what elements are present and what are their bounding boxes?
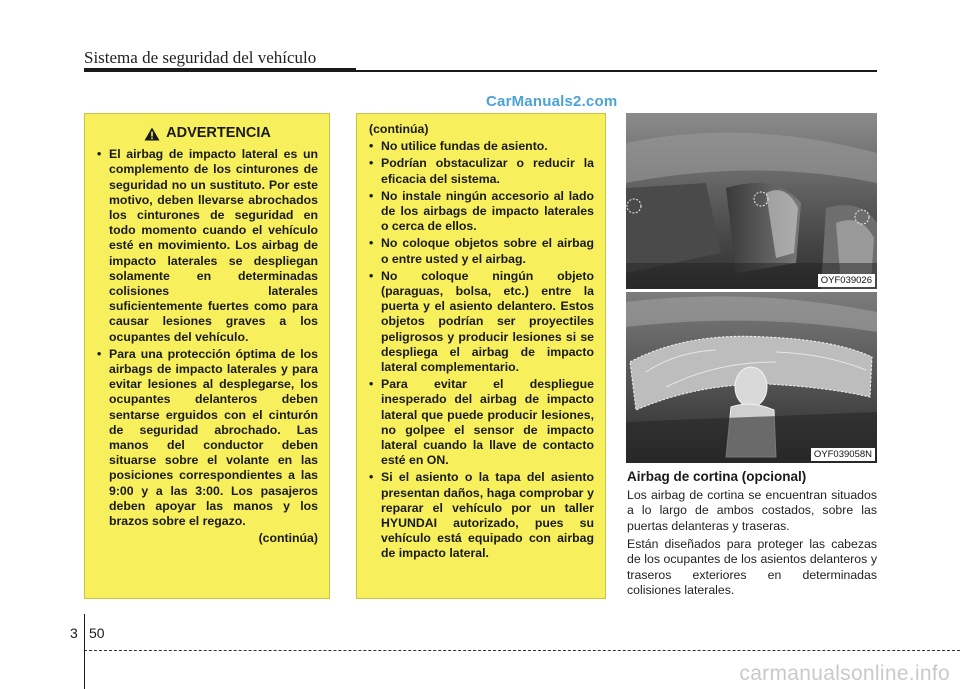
watermark-link[interactable]: CarManuals2.com: [486, 93, 618, 110]
warning-item: • Podrían obstaculizar o reducir la eficacia del sistema.: [369, 156, 594, 186]
page-header: Sistema de seguridad del vehículo: [84, 48, 317, 67]
warning-item: • El airbag de impacto lateral es un complemento de los cinturones de seguridad no un sustituto. Por este motivo, deben llevarse abrochados los cinturones de seguridad en todo momento cuando el vehículo esté en movimiento. Los airbag de impacto laterales se despliegan solamente en determinadas colisiones laterales suficientemente fuertes como para causar lesiones graves a los ocupantes del vehículo.: [97, 147, 318, 345]
body-paragraph: Los airbag de cortina se encuentran situados a lo largo de ambos costados, sobre las puertas delanteras y traseras.: [627, 488, 877, 533]
warning-box-right: [356, 113, 606, 599]
body-paragraph: Están diseñados para proteger las cabezas de los ocupantes de los asientos delanteros y traseros exteriores en determinadas colisiones laterales.: [627, 537, 877, 597]
warning-box-left: [84, 113, 330, 599]
page-number: 50: [89, 625, 105, 641]
figure-label: OYF039026: [818, 274, 875, 287]
curtain-airbag-photo: [626, 292, 877, 463]
warning-item: • Para una protección óptima de los airbags de impacto laterales y para evitar lesiones al desplegarse, los ocupantes delanteros deben sentarse erguidos con el cinturón de seguridad abrochado. Las manos del conductor deben situarse sobre el volante en las posiciones correspondientes a las 9:00 y a las 3:00. Los pasajeros deben apoyar las manos y los brazos sobre el regazo.: [97, 347, 318, 529]
continued-label: (continúa): [369, 122, 429, 136]
curtain-airbag-illustration: [626, 292, 877, 463]
continued-label: (continúa): [258, 531, 318, 546]
footer-watermark-link[interactable]: carmanualsonline.info: [739, 662, 950, 685]
warning-list-left: [97, 147, 318, 529]
warning-item: • No coloque objetos sobre el airbag o entre usted y el airbag.: [369, 236, 594, 266]
figure-label: OYF039058N: [811, 448, 875, 461]
footer-divider: [84, 614, 85, 689]
warning-item: • No coloque ningún objeto (paraguas, bolsa, etc.) entre la puerta y el asiento delantero. Estos objetos podrían ser proyectiles peligrosos y producir lesiones si se despliega el airbag de impacto lateral complementario.: [369, 269, 594, 375]
warning-item: • No utilice fundas de asiento.: [369, 139, 594, 154]
header-rule: [84, 68, 356, 72]
warning-title: [97, 126, 318, 141]
chapter-number: 3: [70, 625, 78, 641]
side-airbag-illustration: [626, 113, 877, 289]
side-airbag-photo: [626, 113, 877, 289]
warning-title-text: ADVERTENCIA: [166, 125, 271, 141]
warning-item: • Si el asiento o la tapa del asiento presentan daños, haga comprobar y reparar el vehículo por un taller HYUNDAI autorizado, pues su vehículo está equipado con airbag de impacto lateral.: [369, 470, 594, 561]
warning-triangle-icon: [144, 127, 160, 141]
warning-item: • No instale ningún accesorio al lado de los airbags de impacto laterales o cerca de ellos.: [369, 189, 594, 235]
section-heading: Airbag de cortina (opcional): [627, 469, 807, 484]
footer-rule: [84, 650, 960, 651]
warning-item: • Para evitar el despliegue inesperado del airbag de impacto lateral que puede producir lesiones, no golpee el sensor de impacto lateral cuando la llave de contacto esté en ON.: [369, 377, 594, 468]
warning-list-right: [369, 139, 594, 561]
header-rule-thin: [356, 70, 877, 72]
